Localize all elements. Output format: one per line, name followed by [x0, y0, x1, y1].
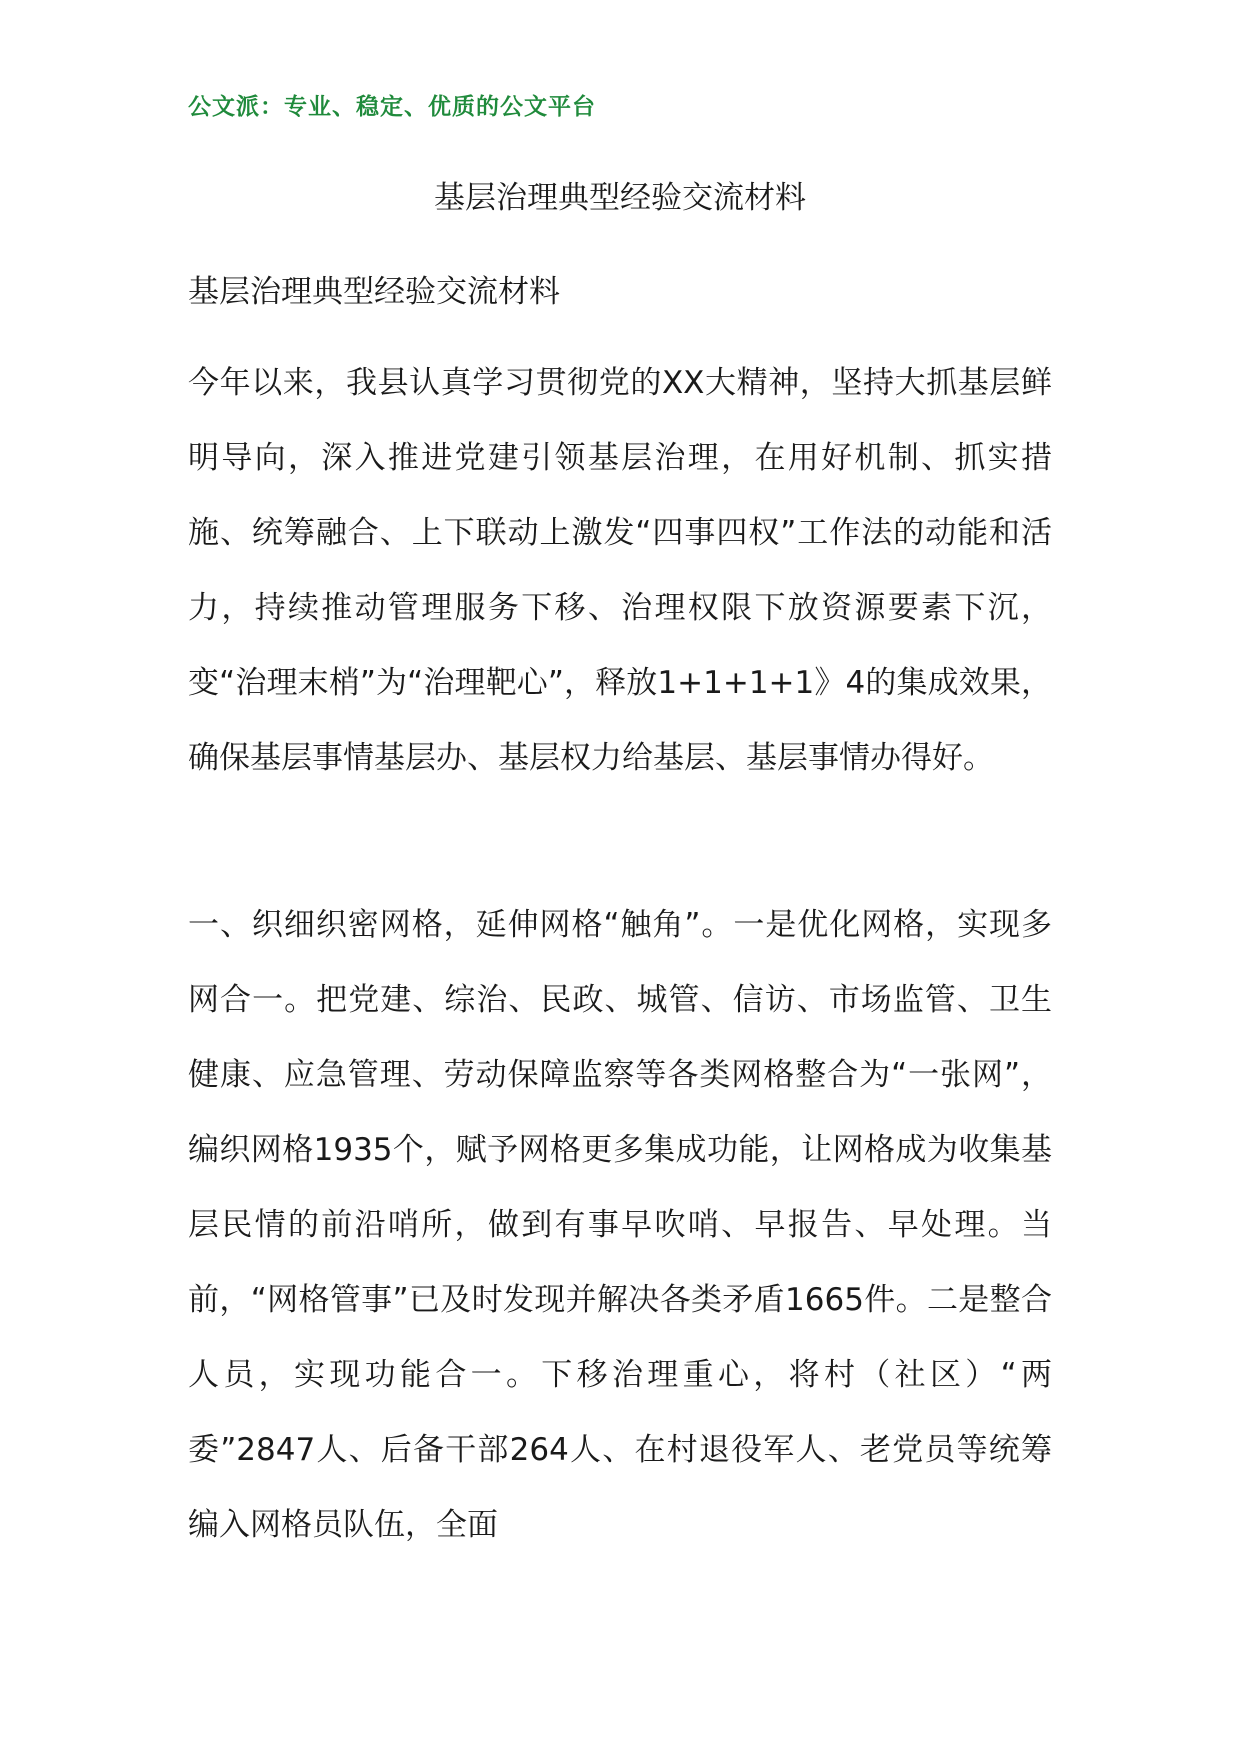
document-title: 基层治理典型经验交流材料	[434, 180, 806, 216]
document-subtitle: 基层治理典型经验交流材料	[188, 274, 560, 310]
paragraph-intro: 今年以来，我县认真学习贯彻党的XX大精神，坚持大抓基层鲜明导向，深入推进党建引领基层治理，在用好机制、抓实措施、统筹融合、上下联动上激发“四事四权”工作法的动能和活力，持续推动管理服务下移、治理权限下放资源要素下沉，变“治理末梢”为“治理靶心”，释放1+1+1+1》4的集成效果，确保基层事情基层办、基层权力给基层、基层事情办得好。	[188, 365, 1052, 776]
brand-header: 公文派：专业、稳定、优质的公文平台	[188, 94, 596, 120]
paragraph-section-one: 一、织细织密网格，延伸网格“触角”。一是优化网格，实现多网合一。把党建、综治、民政、城管、信访、市场监管、卫生健康、应急管理、劳动保障监察等各类网格整合为“一张网”，编织网格1935个，赋予网格更多集成功能，让网格成为收集基层民情的前沿哨所，做到有事早吹哨、早报告、早处理。当前，“网格管事”已及时发现并解决各类矛盾1665件。二是整合人员，实现功能合一。下移治理重心，将村（社区）“两委”2847人、后备干部264人、在村退役军人、老党员等统筹编入网格员队伍，全面	[188, 907, 1052, 1543]
